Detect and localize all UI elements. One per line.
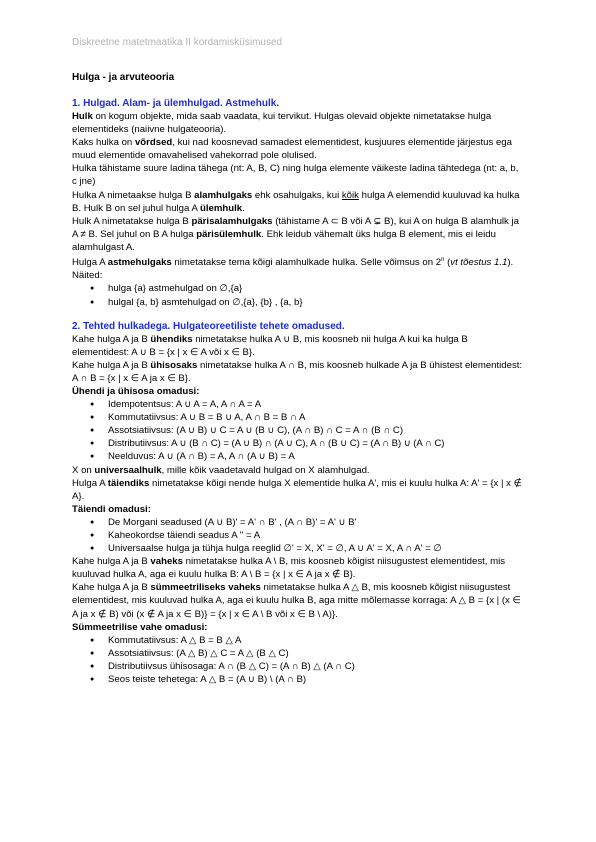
list-item: ● Universaalse hulga ja tühja hulga reeglid ∅' = X, X' = ∅, A ∪ A' = X, A ∩ A' = ∅ xyxy=(72,542,524,555)
list-item: ● hulga {a} astmehulgad on ∅,{a} xyxy=(72,282,524,295)
section-title-operations: 2. Tehted hulkadega. Hulgateoreetiliste tehete omadused. xyxy=(72,320,345,332)
power-set-examples-list xyxy=(72,282,524,308)
section-title-sets: 1. Hulgad. Alam- ja ülemhulgad. Astmehulk. xyxy=(72,98,280,109)
paragraph-intersection: Kahe hulga A ja B ühisosaks nimetatakse hulka A ∩ B, mis koosneb hulkade A ja B ühistest elementidest: A ∩ B = {x | x ∈ A ja x ∈ B}. xyxy=(72,359,523,384)
list-item: ● hulgal {a, b} asmtehulgad on ∅,{a}, {b} , {a, b} xyxy=(72,296,524,309)
subheading-complement-properties: Täiendi omadusi: xyxy=(72,503,151,515)
list-item: ● Assotsiatiivsus: (A △ B) △ C = A △ (B △ C) xyxy=(72,647,524,660)
term-vaheks: vaheks xyxy=(150,556,183,568)
list-item: ● Kommutatiivsus: A ∪ B = B ∪ A, A ∩ B = B ∩ A xyxy=(72,411,524,424)
paragraph-notation: Hulka tähistame suure ladina tähega (nt: A, B, C) ning hulga elemente väikeste ladina tähtedega (nt: a, b, c jne) xyxy=(72,163,519,188)
list-item: ● Neelduvus: A ∪ (A ∩ B) = A, A ∩ (A ∪ B) = A xyxy=(72,450,524,463)
paragraph-proper-subset: Hulk A nimetatakse hulga B pärisalamhulgaks (tähistame A ⊂ B või A ⊊ B), kui A on hulga B alamhulk ja A ≠ B. Sel juhul on B A hulga pärisülemhulk. Ehk leidub vähemalt üks hulga B element, mis ei leidu alamhulgast A. xyxy=(72,215,519,253)
subheading-union-properties: Ühendi ja ühisosa omadusi: xyxy=(72,385,200,397)
list-item: ● Assotsiatiivsus: (A ∪ B) ∪ C = A ∪ (B ∪ C), (A ∩ B) ∩ C = A ∩ (B ∩ C) xyxy=(72,424,524,437)
term-uhisosaks: ühisosaks xyxy=(150,359,198,371)
list-item: ● Seos teiste tehetega: A △ B = (A ∪ B) \ (A ∩ B) xyxy=(72,673,524,686)
term-taiendiks: täiendiks xyxy=(107,477,150,489)
subheading-symmetric-difference-properties: Sümmeetrilise vahe omadusi: xyxy=(72,621,208,633)
term-vordsed: võrdsed xyxy=(134,137,173,149)
underlined-koik: kõik xyxy=(341,189,359,201)
section-sets xyxy=(72,97,524,309)
term-parisulemhulk: pärisülemhulk xyxy=(196,228,262,240)
term-parisalamhulgaks: pärisalamhulgaks xyxy=(191,215,273,227)
paragraph-set-definition: Hulk on kogum objekte, mida saab vaadata, kui tervikut. Hulgas olevaid objekte nimetatakse hulga elementideks (naiivne hulgateooria). xyxy=(72,111,492,136)
list-item: ● Distributiivsus: A ∪ (B ∩ C) = (A ∪ B) ∩ (A ∪ C), A ∩ (B ∪ C) = (A ∩ B) ∪ (A ∩ C) xyxy=(72,437,524,450)
proof-reference: vt tõestus 1.1 xyxy=(450,257,508,269)
list-item: ● De Morgani seadused (A ∪ B)' = A' ∩ B' , (A ∩ B)' = A' ∪ B' xyxy=(72,516,524,529)
term-astmehulgaks: astmehulgaks xyxy=(107,257,172,269)
paragraph-subset: Hulka A nimetaakse hulga B alamhulgaks ehk osahulgaks, kui kõik hulga A elemendid kuuluvad ka hulka B. Hulk B on sel juhul hulga A ülemhulk. xyxy=(72,189,520,214)
section-set-operations xyxy=(72,320,524,687)
paragraph-union: Kahe hulga A ja B ühendiks nimetatakse hulka A ∪ B, mis koosneb nii hulga A kui ka hulga B elementidest: A ∪ B = {x | x ∈ A või x ∈ B}. xyxy=(72,333,468,358)
running-header: Diskreetne matetmaatika II kordamisküsimused xyxy=(72,37,283,48)
list-item: ● Kaheokordse täiendi seadus A '' = A xyxy=(72,529,524,542)
paragraph-equal-sets: Kaks hulka on võrdsed, kui nad koosnevad samadest elementidest, kusjuures elementide järjestus ega muud elementide omavahelised vahekorrad pole olulised. xyxy=(72,137,512,162)
term-uhendiks: ühendiks xyxy=(150,333,193,345)
union-properties-list xyxy=(72,398,524,463)
paragraph-power-set: Hulga A astmehulgaks nimetatakse tema kõigi alamhulkade hulka. Selle võimsus on 2$^n$ (vt tõestus 1.1). Näited: xyxy=(72,257,514,282)
term-alamhulgaks: alamhulgaks xyxy=(194,189,253,201)
list-item: ● Kommutatiivsus: A △ B = B △ A xyxy=(72,634,524,647)
term-ulemhulk: ülemhulk xyxy=(200,202,243,214)
document-title: Hulga - ja arvuteooria xyxy=(72,72,175,83)
term-summeetriliseks-vaheks: sümmeetriliseks vaheks xyxy=(150,582,261,594)
paragraph-universal-set: X on universaalhulk, mille kõik vaadetavald hulgad on X alamhulgad. xyxy=(72,464,370,476)
symmetric-difference-properties-list xyxy=(72,634,524,686)
paragraph-complement: Hulga A täiendiks nimetatakse kõigi nende hulga X elementide hulka A', mis ei kuulu hulka A: A' = {x | x ∉ A}. xyxy=(72,477,522,502)
list-item: ● Idempotentsus: A ∪ A = A, A ∩ A = A xyxy=(72,398,524,411)
term-universaalhulk: universaalhulk xyxy=(94,464,162,476)
paragraph-symmetric-difference: Kahe hulga A ja B sümmeetriliseks vaheks nimetatakse hulka A △ B, mis koosneb kõigist niisugustest elementidest, mis kuuluvad hulka A, aga ei kuulu hulka B, aga mitte mõlemasse korraga: A △ B = {x | (x ∈ A ja x ∉ B) või (x ∉ A ja x ∈ B)} = {x | x ∈ A \ B või x ∈ B \ A)}. xyxy=(72,582,521,620)
paragraph-difference: Kahe hulga A ja B vaheks nimetatakse hulka A \ B, mis koosneb kõigist niisugustest elementidest, mis kuuluvad hulka A, aga ei kuulu hulka B: A \ B = {x | x ∈ A ja x ∉ B}. xyxy=(72,556,506,581)
list-item: ● Distributiivsus ühisosaga: A ∩ (B △ C) = (A ∩ B) △ (A ∩ C) xyxy=(72,660,524,673)
term-hulk: Hulk xyxy=(72,111,93,122)
complement-properties-list xyxy=(72,516,524,555)
